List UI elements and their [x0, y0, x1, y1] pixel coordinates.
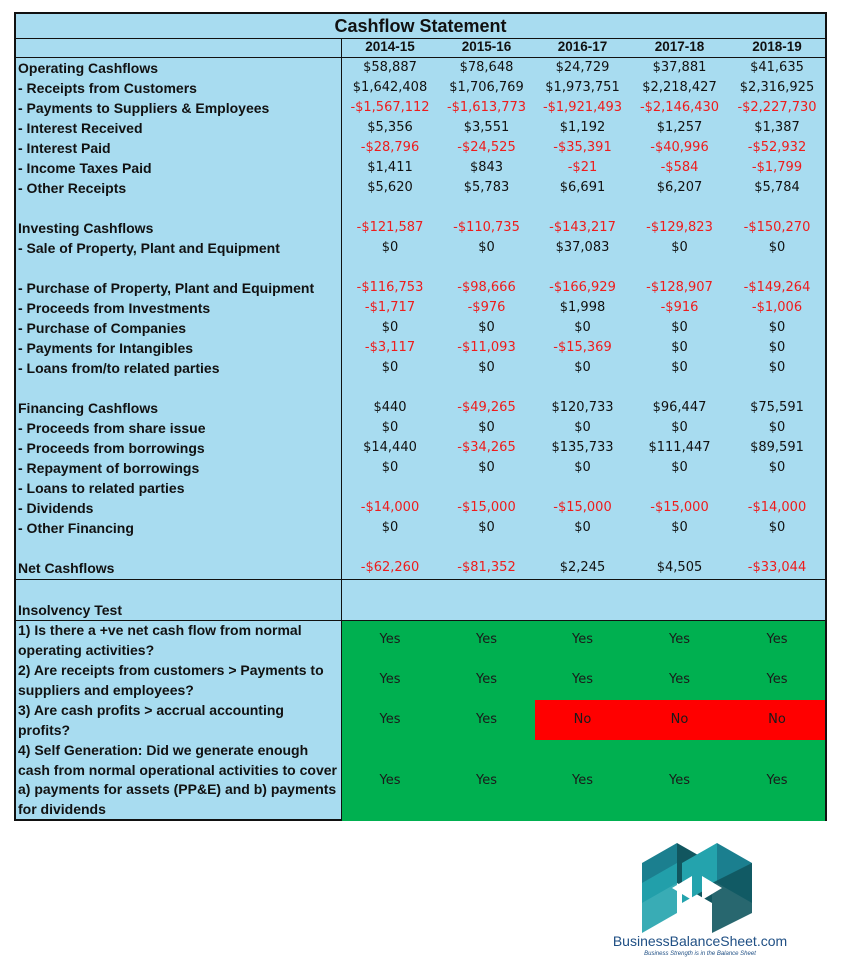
answer-text: Yes [572, 672, 593, 687]
cell-value: -$1,799 [751, 160, 803, 175]
row-label: - Other Receipts [18, 180, 127, 196]
cell-value: $0 [671, 320, 688, 335]
cell-value: -$15,000 [457, 500, 516, 515]
insolvency-question: 2) Are receipts from customers > Payments to suppliers and employees? [18, 662, 324, 698]
cell-value: -$1,921,493 [542, 100, 623, 115]
cell-value: $0 [381, 460, 399, 475]
answer-text: Yes [379, 672, 401, 687]
cell-value: $440 [373, 400, 407, 415]
cell-value: $5,783 [463, 180, 510, 195]
year-header: 2016-17 [557, 39, 608, 54]
cell-value: $0 [478, 320, 495, 335]
answer-text: Yes [766, 773, 788, 788]
cell-value: -$1,006 [751, 300, 803, 315]
cell-value: $0 [671, 460, 688, 475]
cell-value: -$62,260 [360, 560, 420, 575]
cell-value: $0 [478, 520, 495, 535]
cell-value: $1,973,751 [545, 80, 620, 95]
cell-value: -$2,227,730 [737, 100, 817, 115]
logo-text [600, 933, 800, 949]
cell-value: -$1,613,773 [446, 100, 527, 115]
cell-value: -$916 [660, 300, 699, 315]
cell-value: $0 [381, 360, 399, 375]
answer-text: Yes [766, 672, 788, 687]
cell-value: $0 [478, 240, 495, 255]
cell-value: $2,218,427 [642, 80, 717, 95]
cell-value: $0 [478, 460, 495, 475]
cell-value: $5,356 [367, 120, 413, 135]
row-label: - Interest Received [18, 120, 143, 136]
cell-value: -$81,352 [457, 560, 516, 575]
cell-value: $0 [574, 420, 591, 435]
cell-value: $6,207 [656, 180, 703, 195]
row-label: - Interest Paid [18, 140, 111, 156]
row-label: - Loans to related parties [18, 480, 185, 496]
cell-value: -$116,753 [356, 280, 424, 295]
cell-value: $0 [478, 420, 495, 435]
row-label: Investing Cashflows [18, 220, 154, 236]
logo-mark-icon [600, 838, 800, 933]
cell-value: $0 [768, 460, 786, 475]
cashflow-table [14, 12, 827, 821]
answer-text: No [573, 712, 592, 727]
insolvency-question: 1) Is there a +ve net cash flow from normal operating activities? [18, 622, 302, 658]
answer-text: Yes [476, 672, 497, 687]
cell-value: $1,411 [367, 160, 413, 175]
row-label: - Proceeds from share issue [18, 420, 206, 436]
cell-value: -$15,000 [650, 500, 709, 515]
row-label: - Other Financing [18, 520, 134, 536]
cell-value: -$52,932 [747, 140, 807, 155]
row-label: - Receipts from Customers [18, 80, 197, 96]
cell-value: -$28,796 [360, 140, 420, 155]
cell-value: -$129,823 [646, 220, 713, 235]
cell-value: -$3,117 [364, 340, 416, 355]
answer-text: Yes [572, 773, 593, 788]
cell-value: $2,316,925 [739, 80, 815, 95]
cell-value: -$166,929 [549, 280, 616, 295]
logo [600, 838, 800, 973]
cell-value: -$143,217 [549, 220, 616, 235]
cell-value: $843 [469, 160, 504, 175]
grid-line [16, 579, 825, 580]
cell-value: -$110,735 [453, 220, 520, 235]
grid-line [16, 38, 825, 39]
cell-value: $111,447 [648, 440, 711, 455]
row-label: - Proceeds from Investments [18, 300, 211, 316]
cell-value: $4,505 [656, 560, 703, 575]
cell-value: $5,784 [754, 180, 800, 195]
cell-value: -$15,369 [553, 340, 612, 355]
cell-value: $0 [381, 520, 399, 535]
cell-value: -$150,270 [743, 220, 811, 235]
row-label: - Purchase of Property, Plant and Equipment [18, 280, 315, 296]
cell-value: $0 [768, 240, 786, 255]
cell-value: $37,083 [555, 240, 610, 255]
cell-value: $0 [671, 520, 688, 535]
answer-text: No [768, 712, 786, 727]
answer-text: Yes [669, 773, 690, 788]
cell-value: -$11,093 [457, 340, 516, 355]
cell-value: $75,591 [750, 400, 804, 415]
cell-value: -$24,525 [457, 140, 516, 155]
cell-value: $135,733 [551, 440, 614, 455]
year-header: 2015-16 [461, 39, 512, 54]
cell-value: $0 [671, 340, 688, 355]
logo-tagline: Business Strength is in the Balance Sheet [644, 951, 756, 957]
cell-value: -$49,265 [457, 400, 516, 415]
row-label: Financing Cashflows [18, 400, 159, 416]
row-label: - Income Taxes Paid [18, 160, 152, 176]
cell-value: $0 [671, 360, 688, 375]
cell-value: $37,881 [652, 60, 707, 75]
cell-value: -$584 [660, 160, 699, 175]
cell-value: -$128,907 [646, 280, 713, 295]
cell-value: -$1,717 [364, 300, 416, 315]
cell-value: -$14,000 [747, 500, 807, 515]
cell-value: $0 [381, 420, 399, 435]
cell-value: $0 [768, 320, 786, 335]
row-label: - Purchase of Companies [18, 320, 187, 336]
cell-value: $0 [671, 240, 688, 255]
cell-value: $5,620 [367, 180, 413, 195]
row-label: - Proceeds from borrowings [18, 440, 205, 456]
cell-value: $0 [574, 520, 591, 535]
cell-value: $120,733 [551, 400, 614, 415]
answer-text: Yes [379, 773, 401, 788]
cell-value: $1,998 [559, 300, 606, 315]
cell-value: $89,591 [750, 440, 804, 455]
cell-value: -$1,567,112 [350, 100, 430, 115]
cell-value: $0 [671, 420, 688, 435]
row-label: - Dividends [18, 500, 94, 516]
cell-value: -$35,391 [553, 140, 612, 155]
answer-text: Yes [476, 773, 497, 788]
cell-value: $41,635 [750, 60, 804, 75]
cell-value: -$21 [567, 160, 598, 175]
cell-value: $1,387 [754, 120, 800, 135]
logo-domain: .com [756, 933, 788, 949]
cell-value: $96,447 [652, 400, 707, 415]
cell-value: $58,887 [363, 60, 417, 75]
answer-text: Yes [669, 632, 690, 647]
table-title: Cashflow Statement [334, 16, 507, 36]
answer-text: Yes [476, 632, 497, 647]
cell-value: -$98,666 [457, 280, 516, 295]
insolvency-question: 3) Are cash profits > accrual accounting profits? [18, 702, 284, 738]
cell-value: $0 [381, 240, 399, 255]
year-header: 2017-18 [654, 39, 705, 54]
insolvency-question: 4) Self Generation: Did we generate enough cash from normal operational activities to cover a) payments for assets (PP&E) and b) payments for dividends [18, 742, 337, 817]
cell-value: $0 [574, 320, 591, 335]
row-label: - Payments to Suppliers & Employees [18, 100, 270, 116]
cell-value: $2,245 [559, 560, 606, 575]
grid-line [16, 57, 825, 58]
cell-value: $24,729 [555, 60, 610, 75]
cell-value: $1,257 [656, 120, 703, 135]
grid-line [16, 620, 825, 621]
answer-text: No [670, 712, 689, 727]
row-label: - Sale of Property, Plant and Equipment [18, 240, 280, 256]
cell-value: $0 [768, 420, 786, 435]
cell-value: $0 [768, 520, 786, 535]
grid-line [341, 579, 342, 819]
row-label: - Payments for Intangibles [18, 340, 194, 356]
year-header: 2018-19 [752, 39, 802, 54]
row-label: Operating Cashflows [18, 60, 159, 76]
answer-text: Yes [669, 672, 690, 687]
cell-value: $6,691 [559, 180, 606, 195]
cell-value: -$14,000 [360, 500, 420, 515]
cell-value: $0 [478, 360, 495, 375]
answer-text: Yes [476, 712, 497, 727]
cell-value: $0 [768, 340, 786, 355]
answer-text: Yes [379, 712, 401, 727]
cell-value: $3,551 [463, 120, 510, 135]
cell-value: $0 [574, 360, 591, 375]
row-label: - Loans from/to related parties [18, 360, 220, 376]
cell-value: -$2,146,430 [639, 100, 720, 115]
cell-value: $14,440 [363, 440, 417, 455]
cell-value: -$121,587 [356, 220, 424, 235]
row-label: Net Cashflows [18, 560, 115, 576]
cell-value: -$33,044 [747, 560, 807, 575]
cell-value: -$976 [467, 300, 506, 315]
cell-value: $1,706,769 [449, 80, 524, 95]
cell-value: -$40,996 [650, 140, 709, 155]
cell-value: -$15,000 [553, 500, 612, 515]
logo-name: BusinessBalanceSheet [612, 933, 757, 949]
cell-value: $1,192 [559, 120, 606, 135]
cell-value: $0 [381, 320, 399, 335]
cell-value: $0 [768, 360, 786, 375]
cell-value: -$149,264 [743, 280, 811, 295]
answer-text: Yes [379, 632, 401, 647]
insolvency-heading: Insolvency Test [18, 602, 123, 618]
row-label: - Repayment of borrowings [18, 460, 200, 476]
cell-value: $0 [574, 460, 591, 475]
cell-value: -$34,265 [457, 440, 516, 455]
answer-text: Yes [766, 632, 788, 647]
cell-value: $78,648 [459, 60, 514, 75]
cell-value: $1,642,408 [352, 80, 428, 95]
year-header: 2014-15 [365, 39, 415, 54]
answer-text: Yes [572, 632, 593, 647]
